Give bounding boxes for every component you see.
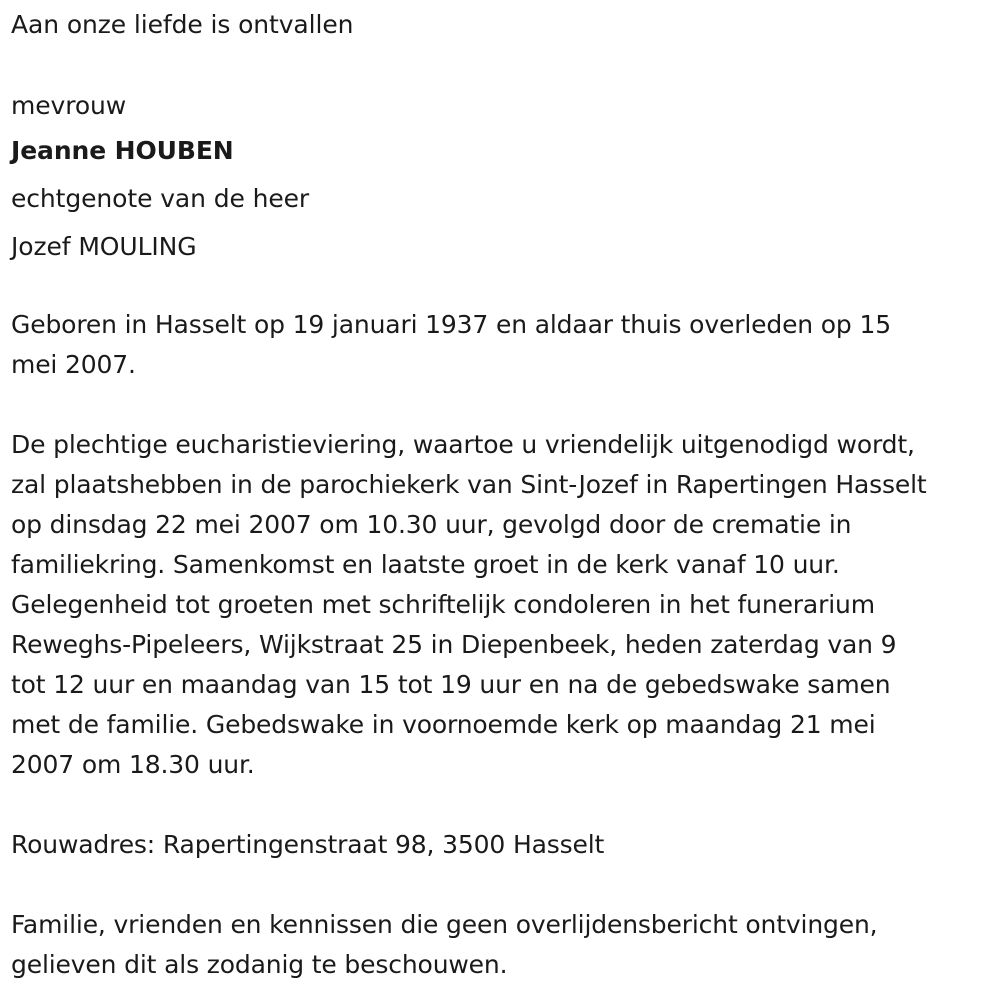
paragraph-line: Geboren in Hasselt op 19 januari 1937 en aldaar thuis overleden op 15 xyxy=(11,310,891,339)
paragraph-line: met de familie. Gebedswake in voornoemde kerk op maandag 21 mei xyxy=(11,710,876,739)
closing-paragraph xyxy=(11,905,996,985)
spacer xyxy=(11,785,996,825)
paragraph-line: 2007 om 18.30 uur. xyxy=(11,750,255,779)
title-line: mevrouw xyxy=(11,91,127,120)
paragraph-line: Reweghs-Pipeleers, Wijkstraat 25 in Diepenbeek, heden zaterdag van 9 xyxy=(11,630,897,659)
spacer xyxy=(11,385,996,425)
paragraph-line: tot 12 uur en maandag van 15 tot 19 uur en na de gebedswake samen xyxy=(11,670,891,699)
birth-death-paragraph xyxy=(11,305,996,385)
paragraph-line: op dinsdag 22 mei 2007 om 10.30 uur, gevolgd door de crematie in xyxy=(11,510,852,539)
intro-line: Aan onze liefde is ontvallen xyxy=(11,10,354,39)
spacer xyxy=(11,271,996,305)
spacer xyxy=(11,45,996,85)
spouse-name: Jozef MOULING xyxy=(11,232,197,261)
paragraph-line: zal plaatshebben in de parochiekerk van Sint-Jozef in Rapertingen Hasselt xyxy=(11,470,927,499)
paragraph-line: Familie, vrienden en kennissen die geen overlijdensbericht ontvingen, xyxy=(11,910,878,939)
deceased-name: Jeanne HOUBEN xyxy=(11,136,234,165)
paragraph-line: gelieven dit als zodanig te beschouwen. xyxy=(11,950,508,979)
relation-line: echtgenote van de heer xyxy=(11,184,310,213)
spacer xyxy=(11,865,996,905)
paragraph-line: familiekring. Samenkomst en laatste groet in de kerk vanaf 10 uur. xyxy=(11,550,840,579)
mourning-address: Rouwadres: Rapertingenstraat 98, 3500 Hasselt xyxy=(11,830,605,859)
paragraph-line: mei 2007. xyxy=(11,350,136,379)
obituary-notice xyxy=(11,0,996,985)
ceremony-paragraph xyxy=(11,425,996,785)
paragraph-line: Gelegenheid tot groeten met schriftelijk condoleren in het funerarium xyxy=(11,590,875,619)
paragraph-line: De plechtige eucharistieviering, waartoe u vriendelijk uitgenodigd wordt, xyxy=(11,430,915,459)
